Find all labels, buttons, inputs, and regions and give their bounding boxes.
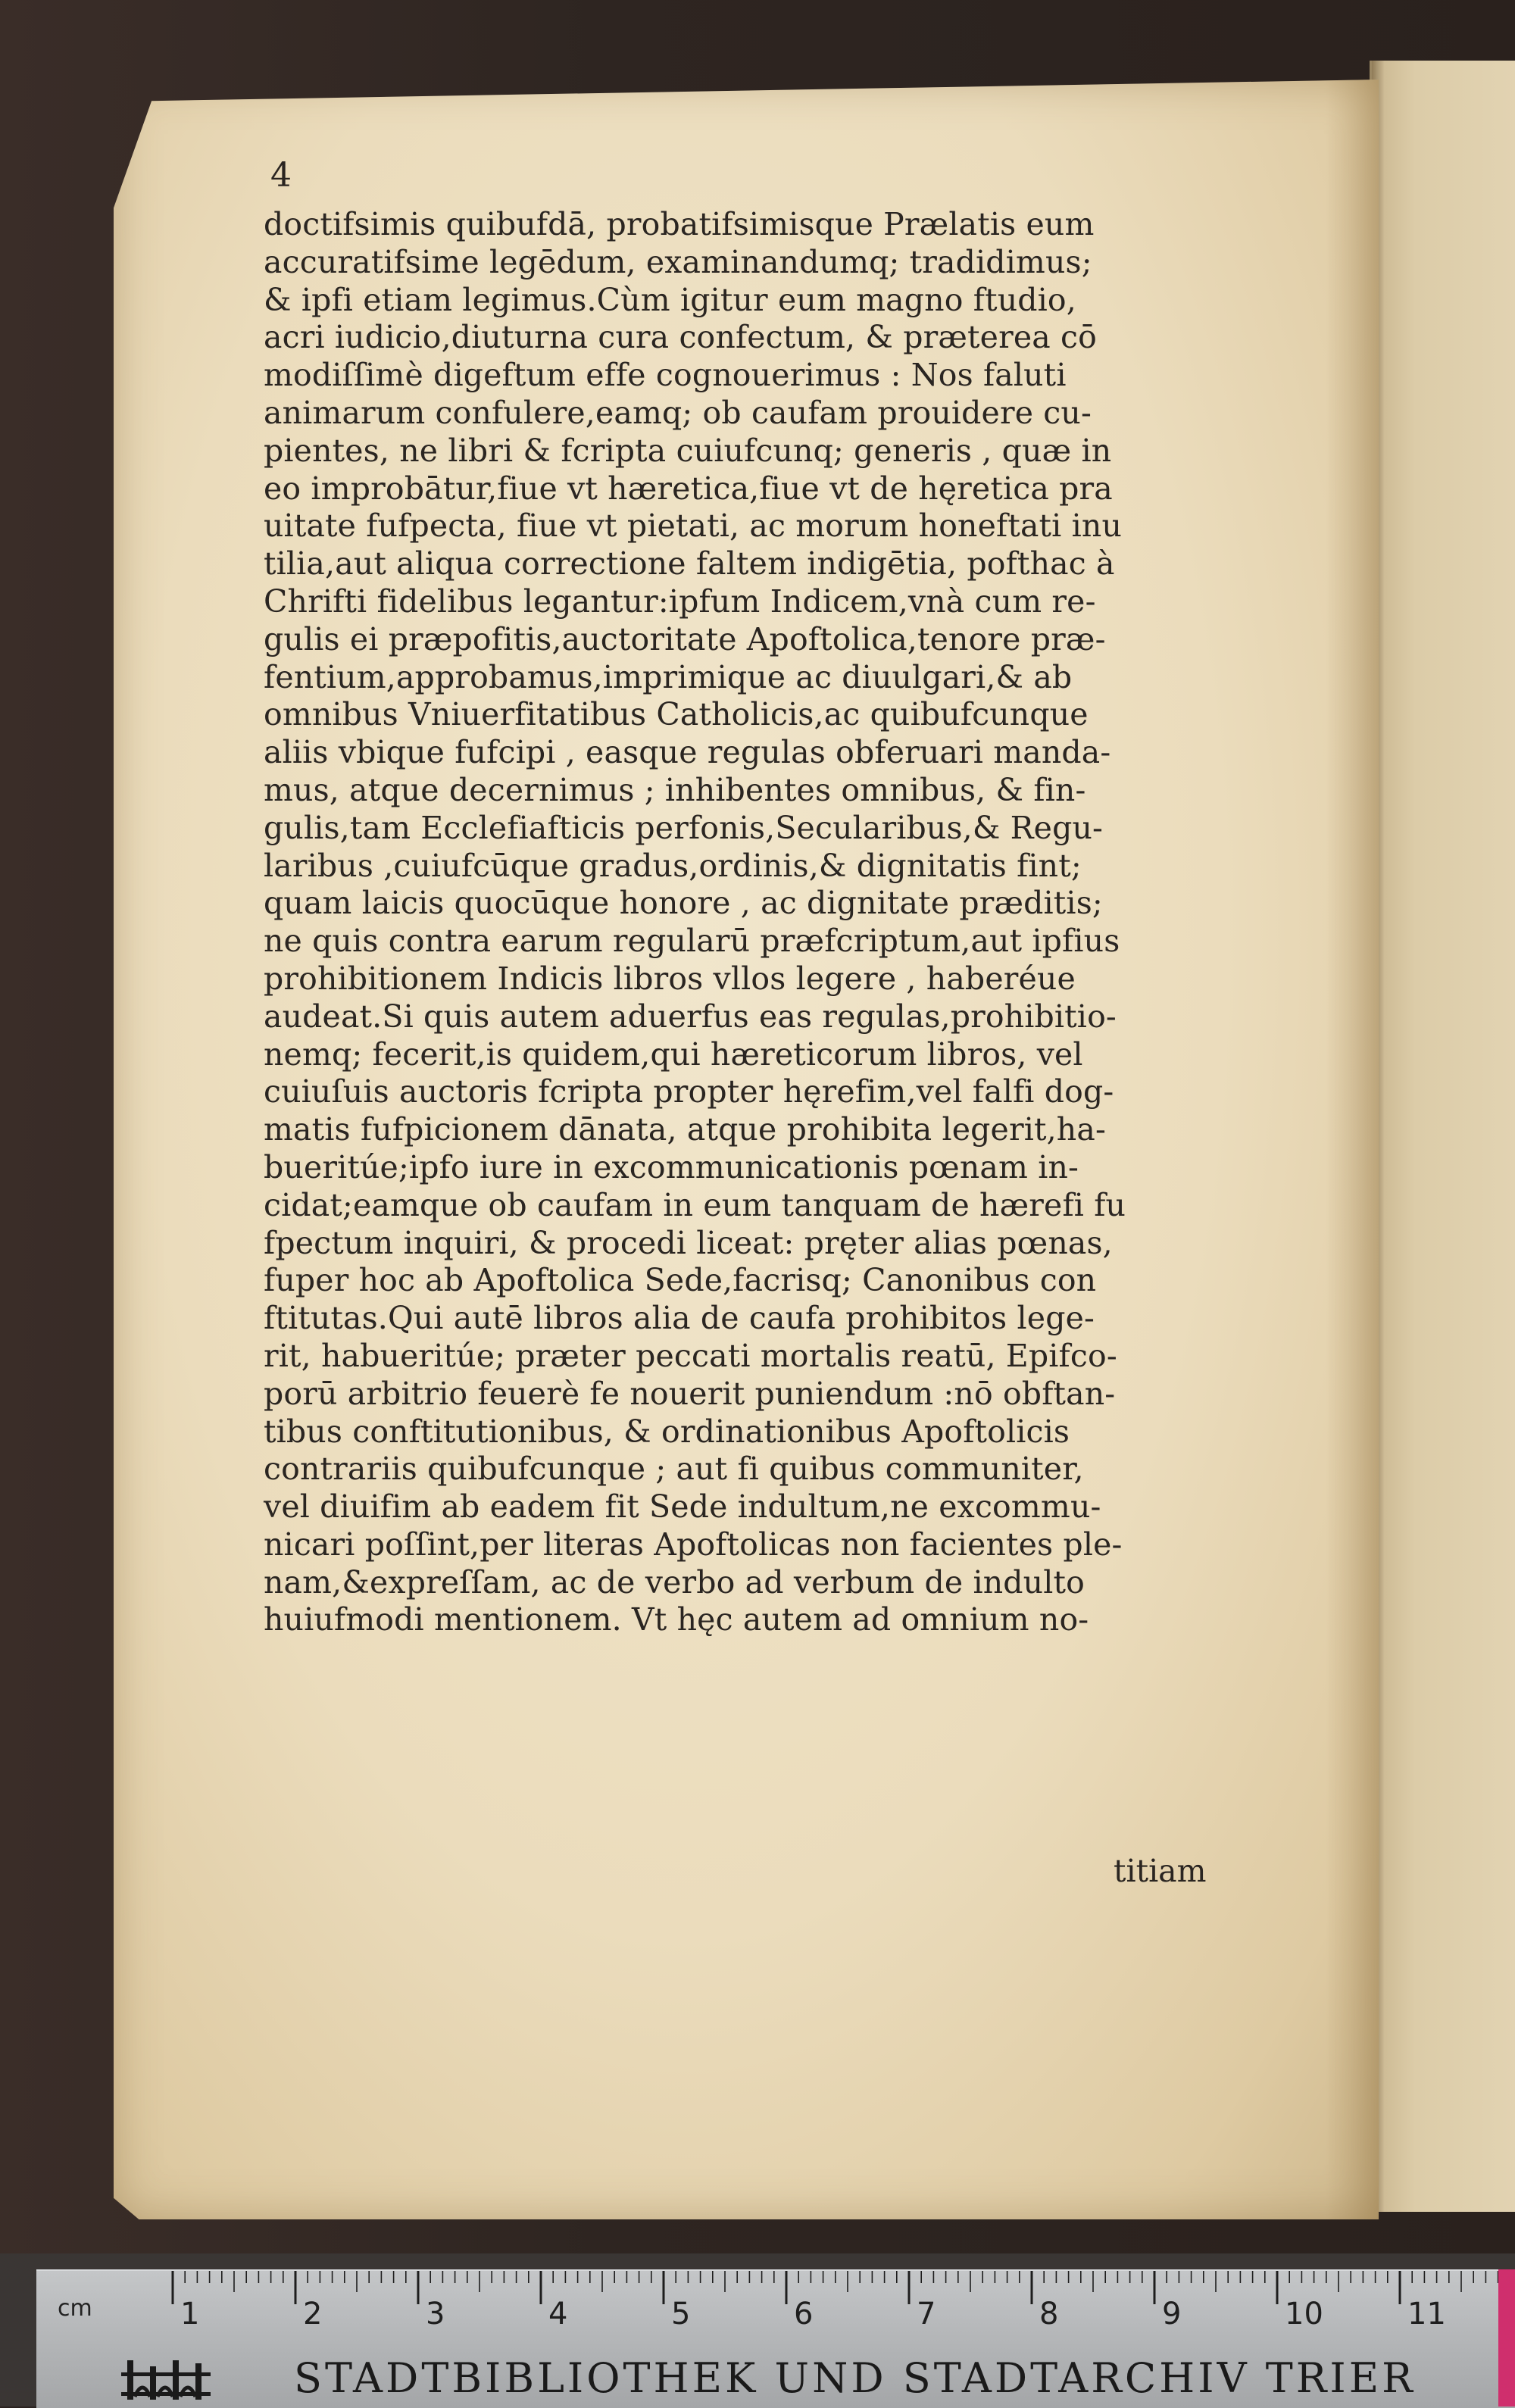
text-line: cidat;eamque ob caufam in eum tanquam de hærefi fu <box>264 1186 1126 1223</box>
text-line: fpectum inquiri, & procedi liceat: pręter alias pœnas, <box>264 1224 1113 1261</box>
text-line: gulis ei præpofitis,auctoritate Apoftolica,tenore præ- <box>264 620 1106 657</box>
page-number: 4 <box>270 156 292 195</box>
text-line: fentium,approbamus,imprimique ac diuulgari,& ab <box>264 658 1073 695</box>
measurement-ruler <box>36 2269 1515 2408</box>
text-line: omnibus Vniuerfitatibus Catholicis,ac quibufcunque <box>264 696 1089 733</box>
text-line: tilia,aut aliqua correctione faltem indigētia, pofthac à <box>264 545 1115 582</box>
text-line: rit, habueritúe; præter peccati mortalis reatū, Epifco- <box>264 1337 1117 1374</box>
text-line: cuiuſuis auctoris fcripta propter hęrefim,vel falfi dog- <box>264 1073 1114 1110</box>
ruler-number: 7 <box>917 2297 936 2331</box>
ruler-number: 2 <box>303 2297 323 2331</box>
ruler-number: 6 <box>794 2297 814 2331</box>
facing-page-edge <box>1370 61 1515 2212</box>
text-line: & ipfi etiam legimus.Cùm igitur eum magno ftudio, <box>264 281 1076 318</box>
color-patch <box>1498 2269 1515 2406</box>
ruler-number: 8 <box>1039 2297 1059 2331</box>
ruler-number: 9 <box>1162 2297 1182 2331</box>
text-line: aliis vbique fufcipi , easque regulas obferuari manda- <box>264 734 1111 771</box>
text-line: nam,&expreſſam, ac de verbo ad verbum de indulto <box>264 1563 1085 1601</box>
body-text <box>264 206 1226 1639</box>
library-logo-icon <box>120 2356 294 2401</box>
catchword: titiam <box>1114 1853 1207 1889</box>
ruler-number: 10 <box>1285 2297 1323 2331</box>
text-line: acri iudicio,diuturna cura confectum, & præterea cō <box>264 319 1097 356</box>
text-line: Chrifti fidelibus legantur:ipfum Indicem,vnà cum re- <box>264 582 1096 620</box>
text-line: doctifsimis quibufdā, probatifsimisque Prælatis eum <box>264 206 1095 242</box>
ruler-number: 11 <box>1407 2297 1446 2331</box>
ruler-number: 4 <box>548 2297 568 2331</box>
text-line: uitate fufpecta, fiue vt pietati, ac morum honeftati inu <box>264 508 1122 545</box>
text-line: porū arbitrio feuerè fe nouerit puniendum :nō obftan- <box>264 1375 1116 1412</box>
text-line: pientes, ne libri & fcripta cuiufcunq; generis , quæ in <box>264 432 1112 469</box>
institution-name: STADTBIBLIOTHEK UND STADTARCHIV TRIER <box>294 2354 1416 2402</box>
ruler-number: 1 <box>180 2297 200 2331</box>
text-line: eo improbātur,fiue vt hæretica,fiue vt de hęretica pra <box>264 470 1113 507</box>
text-line: bueritúe;ipfo iure in excommunicationis pœnam in- <box>264 1148 1079 1185</box>
text-line: nemq; fecerit,is quidem,qui hæreticorum libros, vel <box>264 1035 1083 1073</box>
text-line: tibus conftitutionibus, & ordinationibus Apoftolicis <box>264 1413 1070 1450</box>
text-line: ftitutas.Qui autē libros alia de caufa prohibitos lege- <box>264 1300 1095 1337</box>
text-line: accuratifsime legēdum, examinandumq; tradidimus; <box>264 243 1092 280</box>
ruler-number: 3 <box>426 2297 445 2331</box>
text-line: mus, atque decernimus ; inhibentes omnibus, & fin- <box>264 771 1086 808</box>
text-line: nicari poſſint,per literas Apoftolicas non facientes ple- <box>264 1526 1123 1563</box>
text-line: huiufmodi mentionem. Vt hęc autem ad omnium no- <box>264 1601 1089 1638</box>
text-line: prohibitionem Indicis libros vllos legere , haberéue <box>264 960 1076 997</box>
text-line: matis fufpicionem dānata, atque prohibita legerit,ha- <box>264 1111 1106 1148</box>
text-line: vel diuifim ab eadem fit Sede indultum,ne excommu- <box>264 1488 1101 1526</box>
text-line: contrariis quibufcunque ; aut fi quibus communiter, <box>264 1451 1084 1488</box>
text-line: audeat.Si quis autem aduerfus eas regulas,prohibitio- <box>264 998 1117 1035</box>
text-line: modiſſimè digeftum effe cognouerimus : Nos faluti <box>264 357 1067 394</box>
text-line: fuper hoc ab Apoftolica Sede,facrisq; Canonibus con <box>264 1262 1097 1299</box>
text-line: ne quis contra earum regularū præfcriptum,aut ipfius <box>264 923 1120 960</box>
text-line: animarum confulere,eamq; ob caufam prouidere cu- <box>264 394 1092 431</box>
text-line: quam laicis quocūque honore , ac dignitate præditis; <box>264 885 1103 922</box>
text-line: gulis,tam Ecclefiafticis perfonis,Secularibus,& Regu- <box>264 809 1104 846</box>
ruler-number: 5 <box>671 2297 691 2331</box>
ruler-unit-label: cm <box>58 2295 92 2322</box>
text-line: laribus ,cuiufcūque gradus,ordinis,& dignitatis fint; <box>264 847 1082 884</box>
